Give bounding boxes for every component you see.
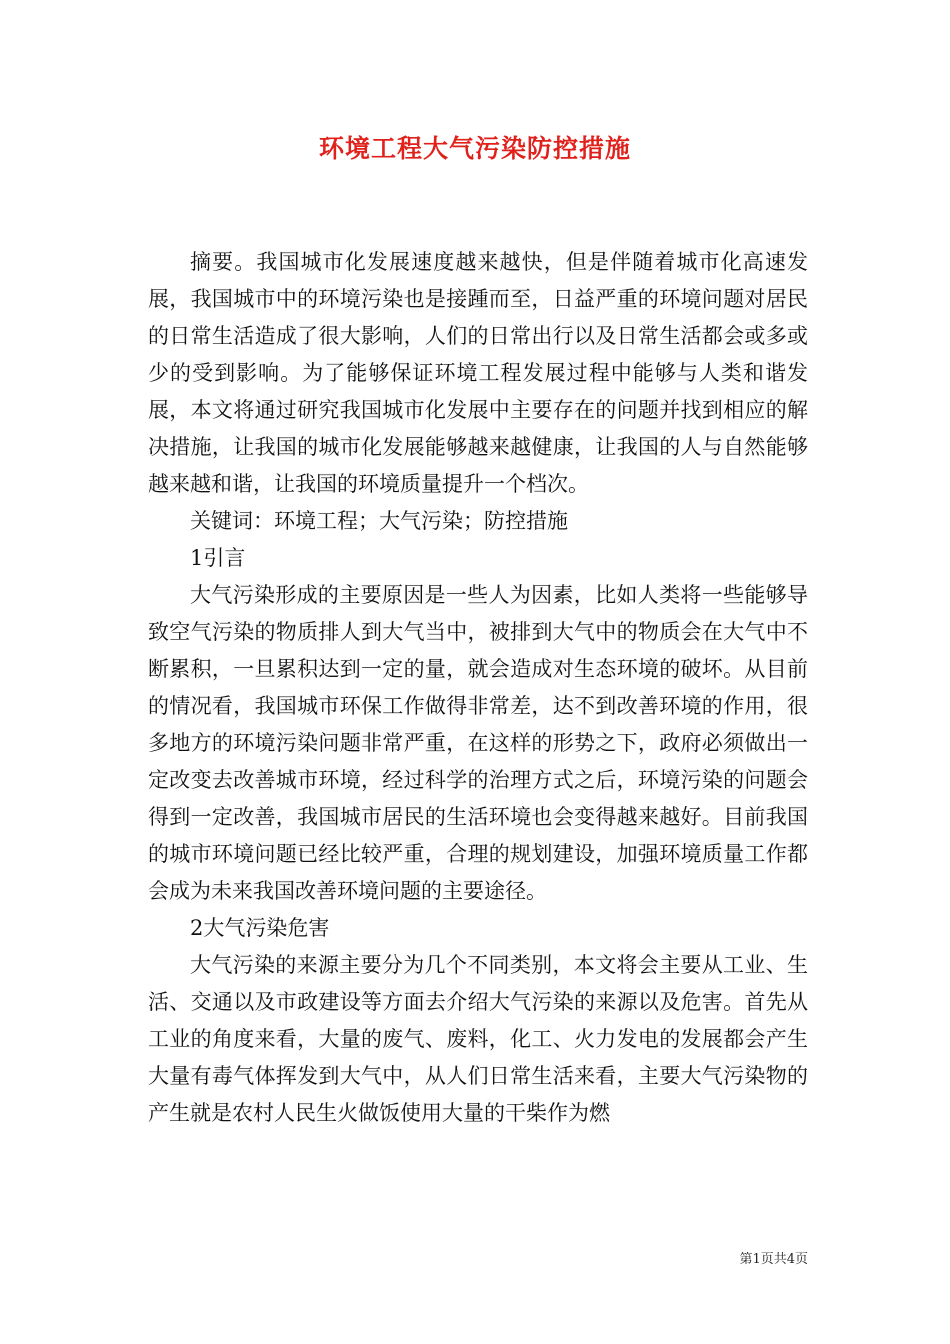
section-heading-introduction: 1引言: [190, 546, 246, 570]
introduction-paragraph: 大气污染形成的主要原因是一些人为因素，比如人类将一些能够导致空气污染的物质排人到大气当中，被排到大气中的物质会在大气中不断累积，一旦累积达到一定的量，就会造成对生态环境的破坏。从目前的情况看，我国城市环保工作做得非常差，达不到改善环境的作用，很多地方的环境污染问题非常严重，在这样的形势之下，政府必须做出一定改变去改善城市环境，经过科学的治理方式之后，环境污染的问题会得到一定改善，我国城市居民的生活环境也会变得越来越好。目前我国的城市环境问题已经比较严重，合理的规划建设，加强环境质量工作都会成为未来我国改善环境问题的主要途径。: [148, 583, 808, 903]
abstract-paragraph: 摘要。我国城市化发展速度越来越快，但是伴随着城市化高速发展，我国城市中的环境污染也是接踵而至，日益严重的环境问题对居民的日常生活造成了很大影响，人们的日常出行以及日常生活都会或多或少的受到影响。为了能够保证环境工程发展过程中能够与人类和谐发展，本文将通过研究我国城市化发展中主要存在的问题并找到相应的解决措施，让我国的城市化发展能够越来越健康，让我国的人与自然能够越来越和谐，让我国的环境质量提升一个档次。: [148, 250, 808, 496]
hazards-paragraph: 大气污染的来源主要分为几个不同类别，本文将会主要从工业、生活、交通以及市政建设等方面去介绍大气污染的来源以及危害。首先从工业的角度来看，大量的废气、废料，化工、火力发电的发展都会产生大量有毒气体挥发到大气中，从人们日常生活来看，主要大气污染物的产生就是农村人民生火做饭使用大量的干柴作为燃: [148, 953, 808, 1125]
page-number-footer: 第1页共4页: [739, 1252, 808, 1267]
document-body: [148, 244, 808, 1132]
section-heading-hazards: 2大气污染危害: [190, 916, 330, 940]
keywords-line: 关键词：环境工程；大气污染；防控措施: [190, 509, 568, 533]
document-title: 环境工程大气污染防控措施: [318, 134, 631, 163]
